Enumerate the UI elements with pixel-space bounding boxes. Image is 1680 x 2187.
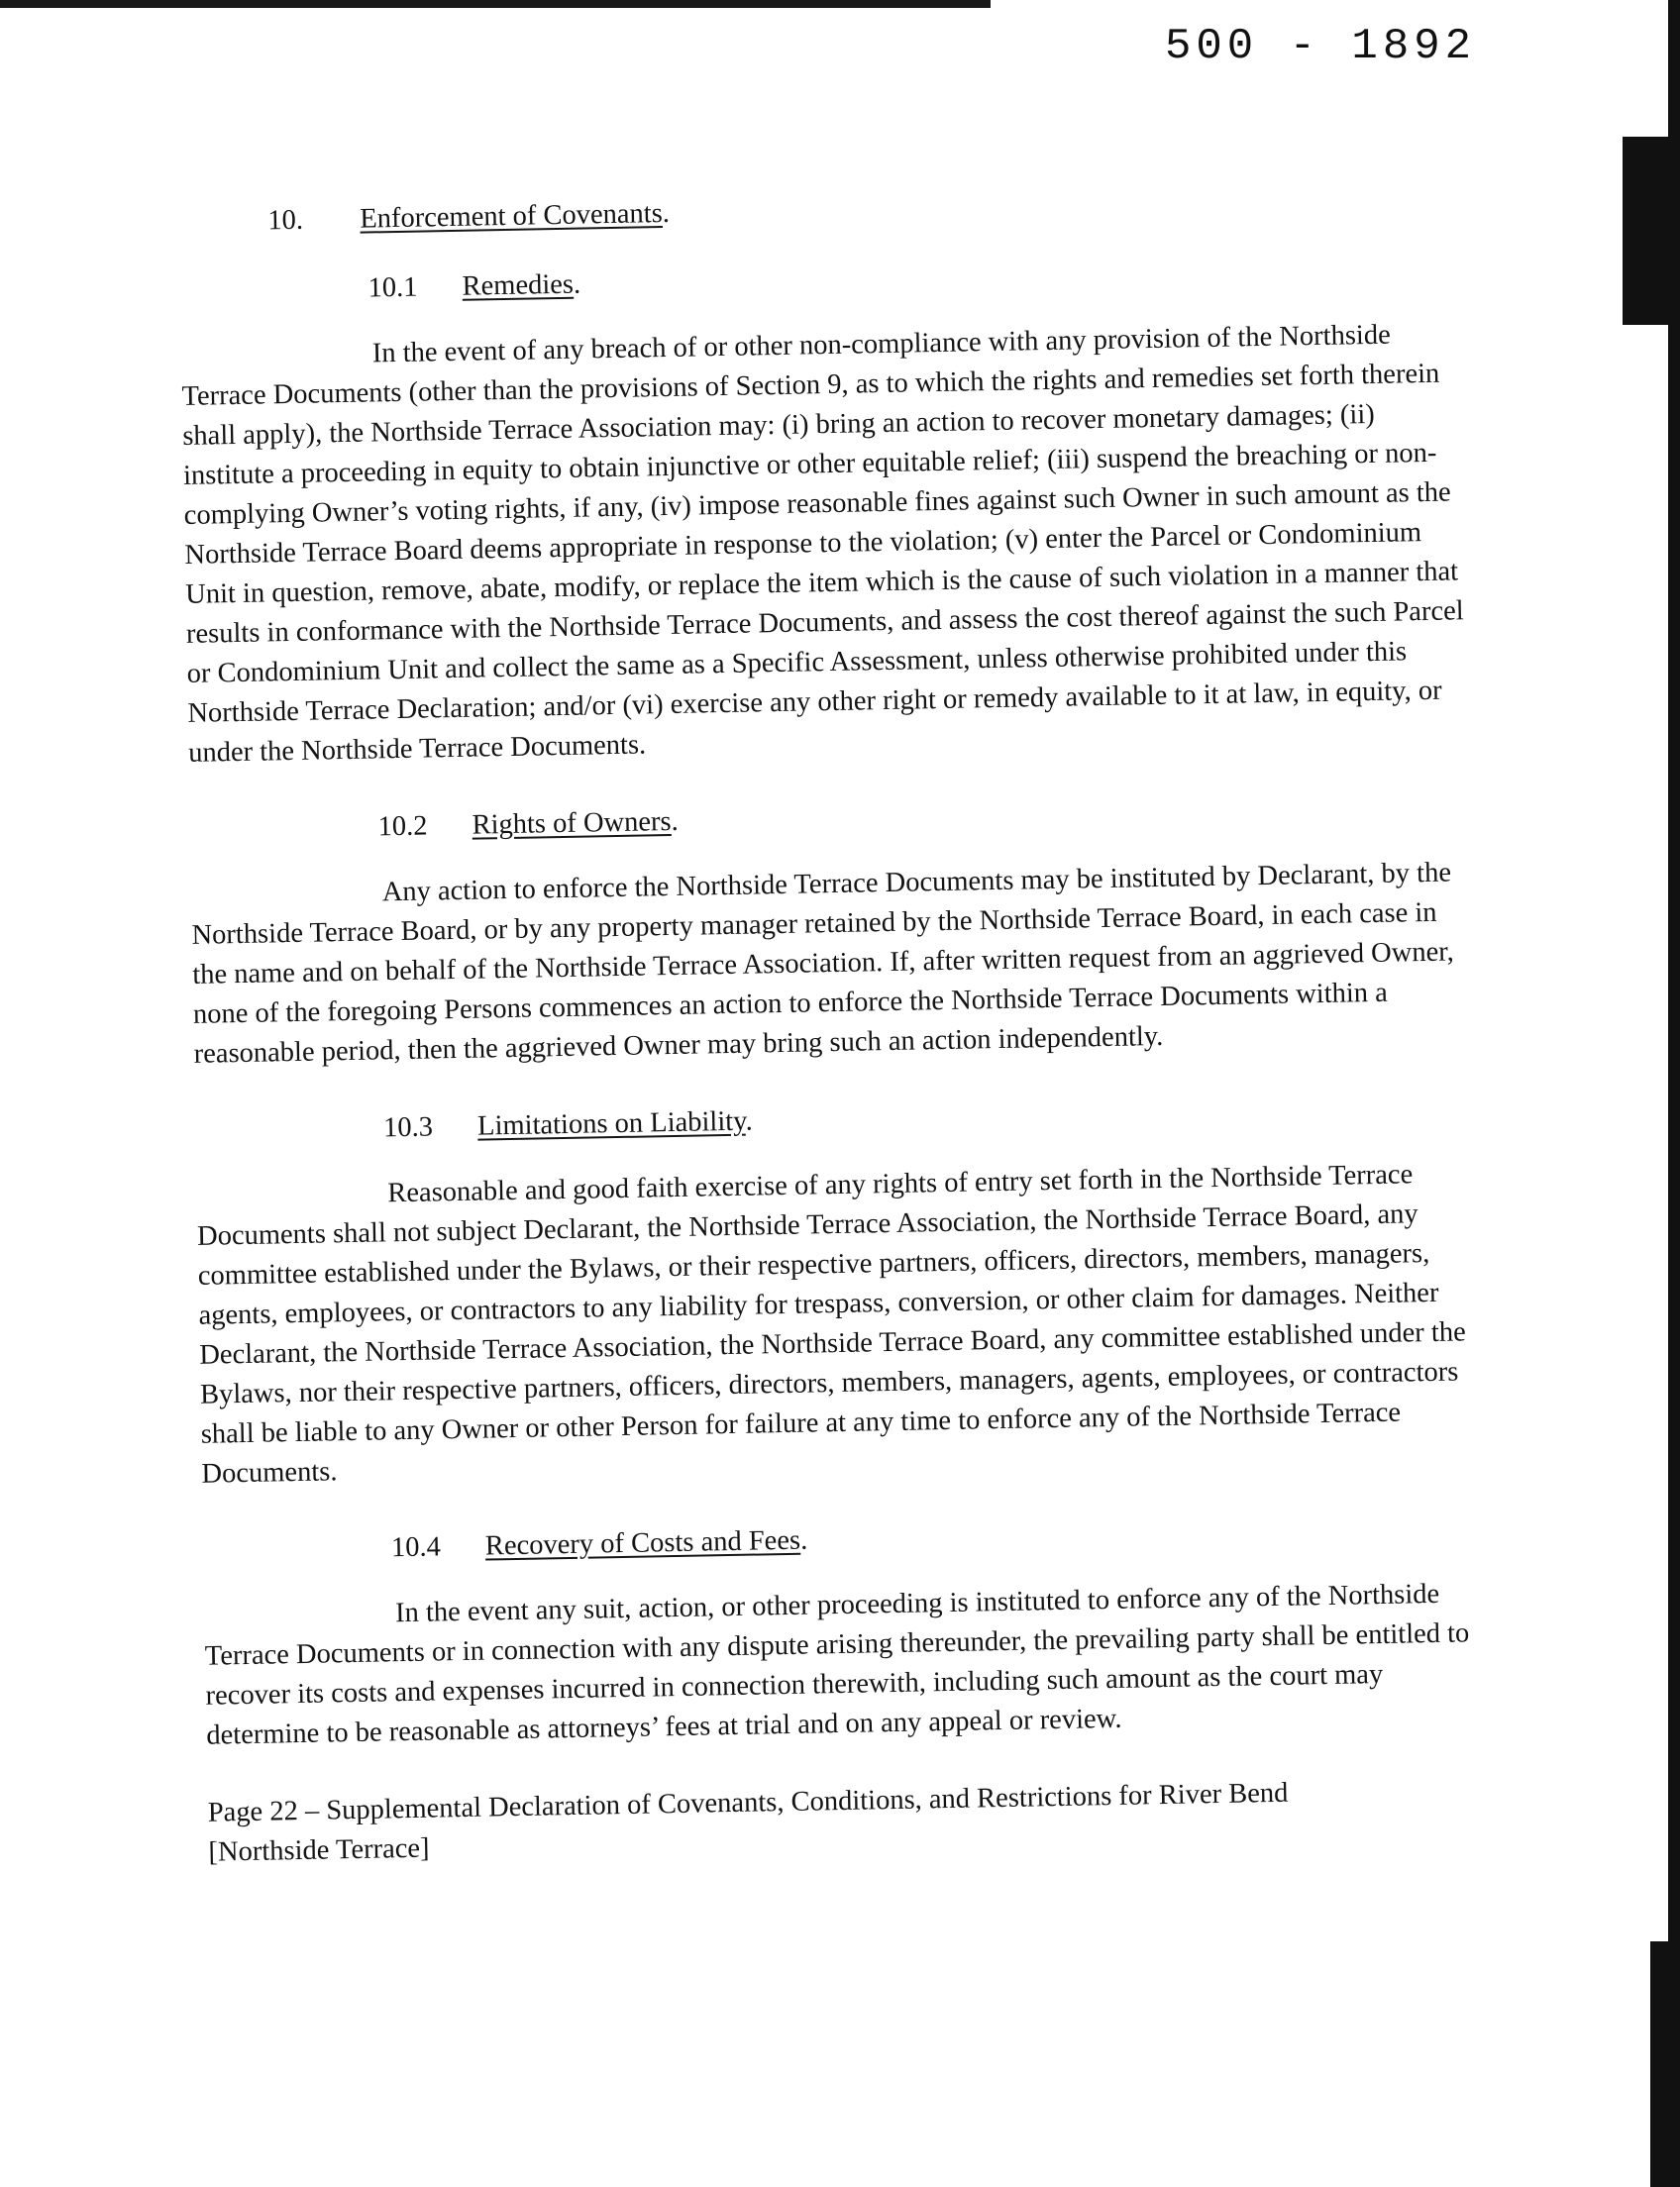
section-title: Enforcement of Covenants: [360, 198, 664, 235]
subsection-title: Remedies: [462, 268, 575, 302]
section-number: 10.: [267, 204, 304, 237]
scan-edge-notch-lower: [1650, 1941, 1680, 2187]
subsection-heading-10-2: 10.2 Rights of Owners.: [377, 787, 1468, 847]
subsection-number: 10.3: [382, 1111, 434, 1144]
subsection-title: Recovery of Costs and Fees: [484, 1524, 801, 1562]
subsection-body-10-4: In the event any suit, action, or other proceeding is instituted to enforce any of the Northside Terrace Documents or in connection with any dispute arising thereunder, the prevailing party shall be entitled to recover its costs and expenses incurred in connection therewith, including such amount as the court may determine to be reasonable as attorneys’ fees at trial and on any appeal or review.: [204, 1578, 1470, 1751]
subsection-title: Rights of Owners: [472, 805, 672, 841]
page-footer: [207, 1770, 1486, 1873]
document-page: [178, 179, 1487, 1872]
subsection-heading-10-3: 10.3 Limitations on Liability.: [383, 1089, 1474, 1148]
section-heading: 10. Enforcement of Covenants.: [267, 179, 1457, 241]
footer-line-2: [Northside Terrace]: [208, 1832, 430, 1868]
scan-edge-right: [1668, 0, 1680, 2187]
scan-edge-notch: [1623, 137, 1680, 325]
subsection-title: Limitations on Liability: [476, 1105, 746, 1142]
record-number: 500 - 1892: [1165, 22, 1477, 71]
scan-edge-top: [0, 0, 991, 8]
subsection-number: 10.1: [368, 271, 418, 304]
subsection-heading-10-1: 10.1 Remedies.: [368, 249, 1458, 308]
subsection-number: 10.4: [390, 1531, 442, 1564]
subsection-number: 10.2: [377, 810, 428, 843]
subsection-heading-10-4: 10.4 Recovery of Costs and Fees.: [391, 1509, 1482, 1568]
subsection-body-10-3: Reasonable and good faith exercise of any rights of entry set forth in the Northside Terrace Documents shall not subject Declarant, the Northside Terrace Association, the Northside Terrace Board, any committee established under the Bylaws, or their respective partners, officers, directors, members, managers, agents, employees, or contractors to any liability for trespass, conversion, or other claim for damages. Neither Declarant, the Northside Terrace Association, the Northside Terrace Board, any committee established under the Bylaws, nor their respective partners, officers, directors, members, managers, agents, employees, or contractors shall be liable to any Owner or other Person for failure at any time to enforce any of the Northside Terrace Documents.: [196, 1159, 1466, 1490]
subsection-body-10-2: Any action to enforce the Northside Terrace Documents may be instituted by Declarant, by the Northside Terrace Board, or by any property manager retained by the Northside Terrace Board, in each case in the name and on behalf of the Northside Terrace Association. If, after written request from an aggrieved Owner, none of the foregoing Persons commences an action to enforce the Northside Terrace Documents within a reasonable period, then the aggrieved Owner may bring such an action independently.: [191, 857, 1454, 1070]
footer-line-1: Page 22 – Supplemental Declaration of Covenants, Conditions, and Restrictions for River Bend: [207, 1777, 1289, 1828]
subsection-body-10-1: In the event of any breach of or other non-compliance with any provision of the Northside Terrace Documents (other than the provisions of Section 9, as to which the rights and remedies set forth therein shall apply), the Northside Terrace Association may: (i) bring an action to recover monetary damages; (ii) institute a proceeding in equity to obtain injunctive or other equitable relief; (iii) suspend the breaching or non-complying Owner’s voting rights, if any, (iv) impose reasonable fines against such Owner in such amount as the Northside Terrace Board deems appropriate in response to the violation; (v) enter the Parcel or Condominium Unit in question, remove, abate, modify, or replace the item which is the cause of such violation in a manner that results in conformance with the Northside Terrace Documents, and assess the cost thereof against the such Parcel or Condominium Unit and collect the same as a Specific Assessment, unless otherwise prohibited under this Northside Terrace Declaration; and/or (vi) exercise any other right or remedy available to it at law, in equity, or under the Northside Terrace Documents.: [181, 319, 1464, 769]
